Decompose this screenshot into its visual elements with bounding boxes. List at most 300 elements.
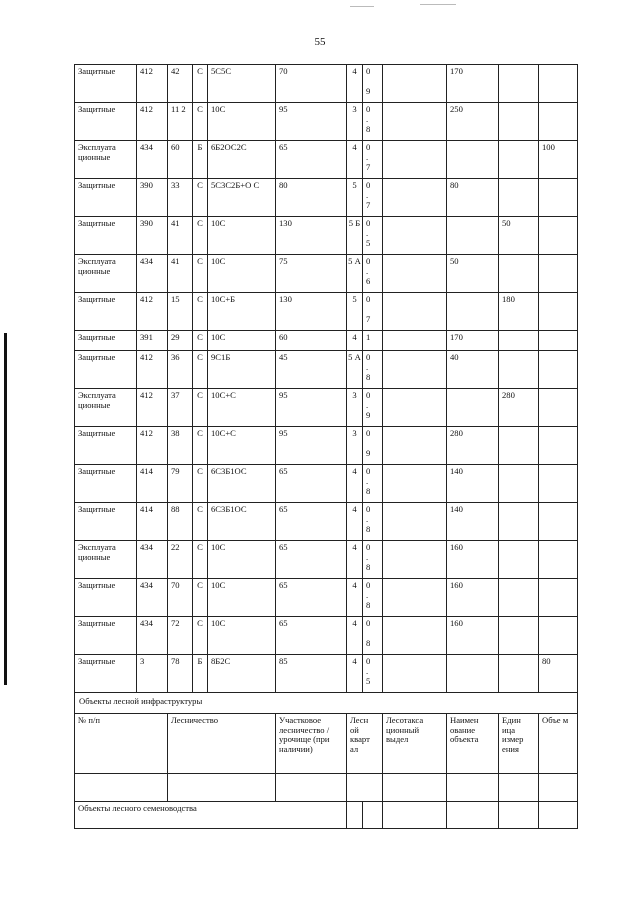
density-char: . [366,552,369,562]
density-char: 0 [366,428,371,438]
cell-allotment: 22 [168,541,193,579]
cell-col12 [539,389,578,427]
table-row [75,655,578,693]
cell-col9 [383,465,447,503]
infrastructure-header-row [75,714,578,774]
table-row [75,541,578,579]
cell-forest-category: Эксплуата ционные [75,389,137,427]
density-char: 0 [366,256,371,266]
cell-col12 [539,331,578,351]
cell-col11 [499,255,539,293]
cell-allotment: 41 [168,255,193,293]
cell-col11 [499,465,539,503]
cell-col10: 280 [447,427,499,465]
cell-forest-category: Защитные [75,579,137,617]
cell-col11 [499,427,539,465]
cell-class: 4 [347,541,363,579]
density-char: 7 [366,314,371,324]
density-char: . [366,266,369,276]
cell-forest-category: Защитные [75,103,137,141]
table-row [75,617,578,655]
cell-col12 [539,579,578,617]
cell-quarter: 414 [137,503,168,541]
cell-species: С [193,617,208,655]
cell-col10: 50 [447,255,499,293]
empty-cell [447,774,499,802]
cell-col12 [539,351,578,389]
density-char: 0 [366,390,371,400]
cell-col9 [383,617,447,655]
cell-col10: 40 [447,351,499,389]
cell-col10 [447,141,499,179]
header-unit: Един ица измер ения [499,714,539,774]
density-char: . [366,114,369,124]
table-row [75,331,578,351]
cell-col11 [499,141,539,179]
cell-species: С [193,351,208,389]
cell-col9 [383,141,447,179]
cell-density [363,217,383,255]
cell-composition: 10С+С [208,389,276,427]
density-char: 9 [366,410,371,420]
cell-species: С [193,293,208,331]
empty-cell [168,774,276,802]
cell-allotment: 38 [168,427,193,465]
cell-age: 80 [276,179,347,217]
cell-col10: 160 [447,617,499,655]
cell-class: 5 А [347,255,363,293]
header-object-name: Наимен ование объекта [447,714,499,774]
density-char: 7 [366,162,371,172]
cell-quarter: 434 [137,141,168,179]
cell-class: 4 [347,141,363,179]
density-char: . [366,190,369,200]
cell-species: С [193,331,208,351]
cell-col10 [447,217,499,255]
cell-col10: 140 [447,465,499,503]
cell-class: 3 [347,427,363,465]
cell-density [363,503,383,541]
cell-quarter: 412 [137,293,168,331]
cell-col11 [499,655,539,693]
density-char: 9 [366,86,371,96]
header-volume: Объе м [539,714,578,774]
header-number: № п/п [75,714,168,774]
cell-col12 [539,503,578,541]
cell-forest-category: Защитные [75,331,137,351]
cell-quarter: 434 [137,617,168,655]
cell-col12: 80 [539,655,578,693]
cell-species: С [193,217,208,255]
cell-col11 [499,541,539,579]
cell-col10: 160 [447,579,499,617]
density-char [363,76,382,86]
cell-class: 4 [347,465,363,503]
density-char: 1 [366,332,371,342]
cell-allotment: 15 [168,293,193,331]
cell-species: С [193,255,208,293]
scan-smudge [420,4,456,5]
cell-forest-category: Эксплуата ционные [75,141,137,179]
density-char: 0 [366,294,371,304]
cell-composition: 10С [208,579,276,617]
cell-allotment: 42 [168,65,193,103]
scan-smudge [350,6,374,7]
cell-col9 [383,103,447,141]
density-char: 0 [366,180,371,190]
density-char: 8 [366,524,371,534]
cell-forest-category: Защитные [75,655,137,693]
cell-col10 [447,389,499,427]
density-char: . [366,362,369,372]
cell-class: 4 [347,617,363,655]
cell-col9 [383,331,447,351]
cell-composition: 9С1Б [208,351,276,389]
cell-class: 4 [347,65,363,103]
empty-cell [363,802,383,829]
cell-composition: 5С5С [208,65,276,103]
cell-age: 75 [276,255,347,293]
cell-species: Б [193,141,208,179]
density-char: . [366,514,369,524]
cell-forest-category: Защитные [75,503,137,541]
cell-col11: 280 [499,389,539,427]
cell-density [363,293,383,331]
cell-density [363,65,383,103]
cell-col12 [539,617,578,655]
cell-age: 65 [276,141,347,179]
cell-col12 [539,179,578,217]
table-row [75,255,578,293]
cell-forest-category: Защитные [75,617,137,655]
infrastructure-title: Объекты лесной инфраструктуры [75,693,578,714]
density-char: 0 [366,580,371,590]
density-char: . [366,666,369,676]
cell-class: 3 [347,103,363,141]
cell-allotment: 78 [168,655,193,693]
cell-col9 [383,351,447,389]
density-char: 8 [366,372,371,382]
density-char: . [366,228,369,238]
density-char: 0 [366,352,371,362]
cell-composition: 10С [208,217,276,255]
cell-class: 5 [347,293,363,331]
cell-species: С [193,103,208,141]
cell-density [363,655,383,693]
cell-age: 95 [276,103,347,141]
table-row [75,103,578,141]
density-char [363,438,382,448]
cell-age: 65 [276,541,347,579]
cell-quarter: 412 [137,351,168,389]
cell-col10: 160 [447,541,499,579]
cell-forest-category: Защитные [75,217,137,255]
cell-allotment: 41 [168,217,193,255]
cell-col11 [499,331,539,351]
cell-col11 [499,579,539,617]
table-row [75,217,578,255]
table-row [75,503,578,541]
cell-col11: 50 [499,217,539,255]
cell-col11 [499,103,539,141]
cell-density [363,465,383,503]
cell-col12: 100 [539,141,578,179]
cell-col12 [539,217,578,255]
cell-age: 65 [276,617,347,655]
cell-composition: 5С3С2Б+О С [208,179,276,217]
infrastructure-section-row [75,693,578,714]
cell-composition: 8Б2С [208,655,276,693]
cell-composition: 10С [208,541,276,579]
cell-class: 4 [347,579,363,617]
cell-col11 [499,503,539,541]
cell-allotment: 79 [168,465,193,503]
density-char: 8 [366,600,371,610]
empty-cell [383,774,447,802]
cell-species: С [193,389,208,427]
cell-density [363,141,383,179]
cell-quarter: 434 [137,541,168,579]
cell-age: 65 [276,503,347,541]
density-char: 8 [366,124,371,134]
cell-col9 [383,179,447,217]
cell-quarter: 391 [137,331,168,351]
seed-section-row [75,802,578,829]
cell-col9 [383,65,447,103]
cell-forest-category: Защитные [75,65,137,103]
cell-col9 [383,541,447,579]
cell-col11: 180 [499,293,539,331]
empty-cell [447,802,499,829]
density-char: 9 [366,448,371,458]
table-row [75,293,578,331]
cell-age: 65 [276,579,347,617]
density-char: 7 [366,200,371,210]
cell-composition: 10С+С [208,427,276,465]
cell-col12 [539,103,578,141]
cell-species: С [193,579,208,617]
cell-col12 [539,293,578,331]
cell-quarter: 390 [137,179,168,217]
table-row [75,351,578,389]
page-number: 55 [314,36,326,48]
empty-cell [383,802,447,829]
table-row [75,427,578,465]
cell-col10 [447,293,499,331]
cell-composition: 10С [208,103,276,141]
density-char: 8 [366,486,371,496]
cell-density [363,331,383,351]
seed-title: Объекты лесного семеноводства [75,802,347,829]
density-char: . [366,590,369,600]
cell-allotment: 11 2 [168,103,193,141]
cell-composition: 6Б2ОС2С [208,141,276,179]
table-row [75,579,578,617]
empty-cell [499,774,539,802]
table-row [75,389,578,427]
cell-col12 [539,65,578,103]
cell-age: 60 [276,331,347,351]
cell-col12 [539,465,578,503]
cell-density [363,579,383,617]
cell-composition: 10С+Б [208,293,276,331]
cell-class: 4 [347,503,363,541]
cell-col10: 170 [447,331,499,351]
cell-age: 130 [276,293,347,331]
cell-col12 [539,541,578,579]
cell-species: С [193,541,208,579]
cell-age: 70 [276,65,347,103]
cell-forest-category: Защитные [75,427,137,465]
table-body [75,65,578,693]
cell-col11 [499,179,539,217]
table-row [75,65,578,103]
cell-col10: 250 [447,103,499,141]
cell-col9 [383,655,447,693]
density-char: 0 [366,542,371,552]
table-row [75,465,578,503]
cell-species: С [193,465,208,503]
cell-col10: 170 [447,65,499,103]
cell-class: 5 А [347,351,363,389]
cell-col10 [447,655,499,693]
cell-forest-category: Защитные [75,179,137,217]
density-char [363,628,382,638]
empty-cell [499,802,539,829]
cell-col9 [383,389,447,427]
cell-col12 [539,255,578,293]
cell-allotment: 60 [168,141,193,179]
cell-species: Б [193,655,208,693]
cell-allotment: 37 [168,389,193,427]
cell-quarter: 412 [137,65,168,103]
cell-quarter: 434 [137,255,168,293]
density-char: . [366,152,369,162]
cell-density [363,617,383,655]
cell-class: 4 [347,331,363,351]
cell-class: 4 [347,655,363,693]
density-char: 0 [366,104,371,114]
cell-allotment: 70 [168,579,193,617]
cell-allotment: 72 [168,617,193,655]
density-char: 6 [366,276,371,286]
empty-cell [75,774,168,802]
cell-age: 85 [276,655,347,693]
density-char: . [366,400,369,410]
density-char: 0 [366,656,371,666]
cell-composition: 10С [208,617,276,655]
density-char: 0 [366,466,371,476]
cell-allotment: 36 [168,351,193,389]
cell-density [363,103,383,141]
cell-age: 45 [276,351,347,389]
empty-cell [539,774,578,802]
cell-col9 [383,503,447,541]
cell-col11 [499,65,539,103]
cell-col12 [539,427,578,465]
cell-col9 [383,427,447,465]
cell-composition: 6С3Б1ОС [208,503,276,541]
density-char: 8 [366,562,371,572]
density-char: 5 [366,238,371,248]
density-char: 5 [366,676,371,686]
cell-species: С [193,65,208,103]
cell-quarter: 414 [137,465,168,503]
cell-age: 65 [276,465,347,503]
forest-table [74,64,578,829]
empty-cell [347,802,363,829]
cell-col9 [383,255,447,293]
cell-quarter: 412 [137,389,168,427]
cell-col11 [499,351,539,389]
cell-quarter: 434 [137,579,168,617]
cell-composition: 6С3Б1ОС [208,465,276,503]
density-char: . [366,476,369,486]
cell-density [363,427,383,465]
cell-density [363,179,383,217]
cell-forest-category: Эксплуата ционные [75,255,137,293]
cell-allotment: 33 [168,179,193,217]
cell-quarter: 3 [137,655,168,693]
cell-density [363,389,383,427]
cell-density [363,255,383,293]
density-char: 0 [366,504,371,514]
header-forestry: Лесничество [168,714,276,774]
infrastructure-empty-row [75,774,578,802]
cell-species: С [193,179,208,217]
cell-age: 130 [276,217,347,255]
density-char: 0 [366,66,371,76]
cell-density [363,541,383,579]
table-row [75,179,578,217]
binding-mark [4,333,7,685]
density-char [363,304,382,314]
cell-forest-category: Защитные [75,465,137,503]
cell-species: С [193,427,208,465]
cell-allotment: 88 [168,503,193,541]
header-block: Лесн ой кварт ал [347,714,383,774]
cell-age: 95 [276,389,347,427]
cell-quarter: 390 [137,217,168,255]
cell-col9 [383,579,447,617]
empty-cell [276,774,347,802]
table-row [75,141,578,179]
empty-cell [347,774,383,802]
cell-col9 [383,293,447,331]
cell-composition: 10С [208,255,276,293]
cell-col10: 80 [447,179,499,217]
density-char: 8 [366,638,371,648]
empty-cell [539,802,578,829]
cell-allotment: 29 [168,331,193,351]
cell-forest-category: Защитные [75,293,137,331]
cell-class: 5 [347,179,363,217]
cell-composition: 10С [208,331,276,351]
cell-quarter: 412 [137,103,168,141]
density-char: 0 [366,218,371,228]
header-district: Участковое лесничество /урочище (при наличии) [276,714,347,774]
cell-forest-category: Защитные [75,351,137,389]
cell-class: 3 [347,389,363,427]
header-allotment: Лесотакса ционный выдел [383,714,447,774]
cell-col10: 140 [447,503,499,541]
cell-age: 95 [276,427,347,465]
cell-class: 5 Б [347,217,363,255]
cell-density [363,351,383,389]
cell-col9 [383,217,447,255]
density-char: 0 [366,142,371,152]
cell-col11 [499,617,539,655]
